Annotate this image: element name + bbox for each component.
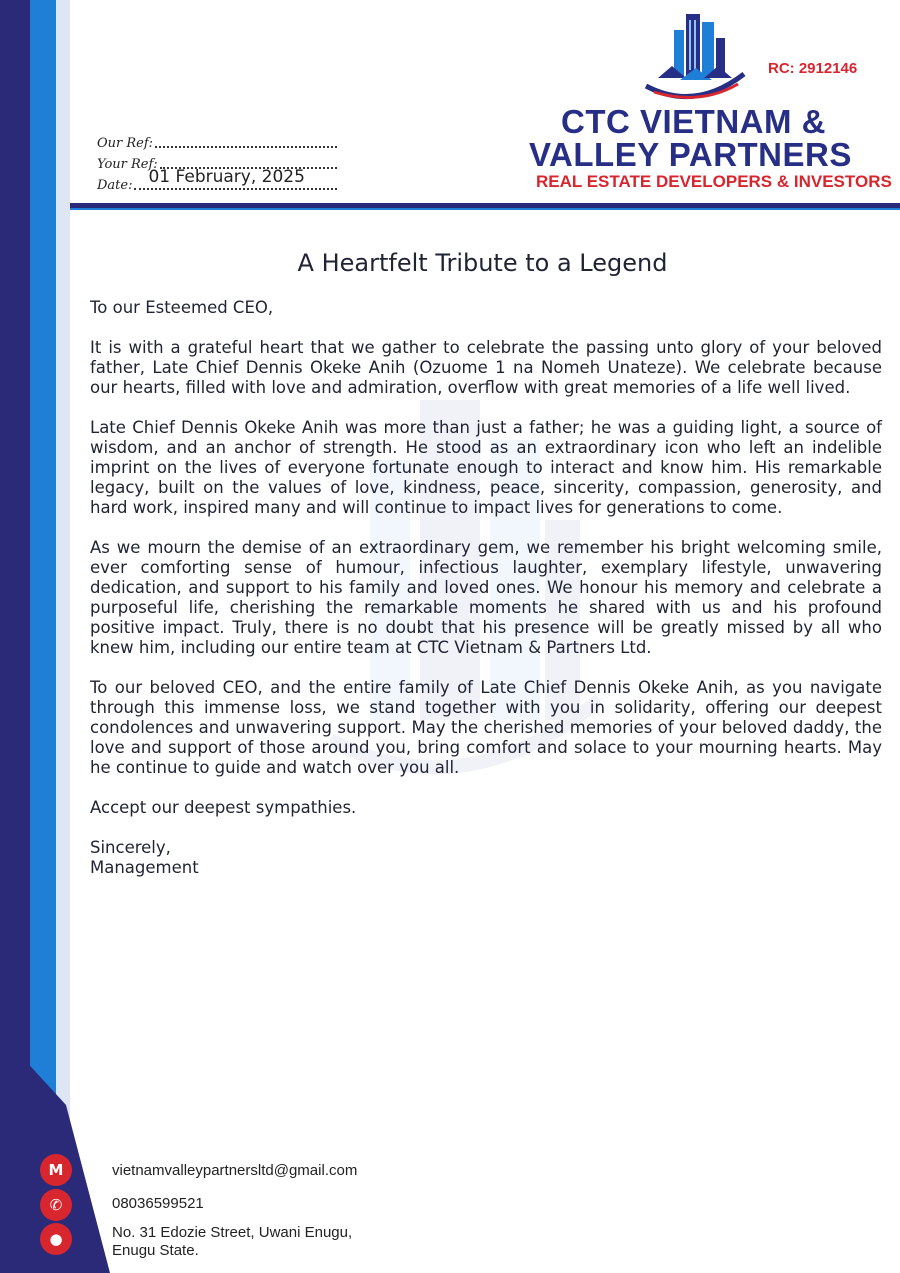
company-logo xyxy=(640,8,750,108)
closing-line: Accept our deepest sympathies. xyxy=(90,798,357,817)
your-ref-label: Your Ref: xyxy=(97,157,158,172)
footer-address-line2: Enugu State. xyxy=(112,1242,199,1259)
letter-title: A Heartfelt Tribute to a Legend xyxy=(297,249,668,277)
signature: Management xyxy=(90,858,199,877)
header-divider xyxy=(70,203,900,210)
signoff: Sincerely, xyxy=(90,838,171,857)
our-ref-label: Our Ref: xyxy=(97,136,154,151)
rc-number: RC: 2912146 xyxy=(768,60,858,77)
company-name-line1: CTC VIETNAM & xyxy=(561,103,826,140)
date-line xyxy=(97,167,337,193)
left-light-stripe xyxy=(56,0,70,1273)
salutation: To our Esteemed CEO, xyxy=(90,298,274,317)
company-name-line2: VALLEY PARTNERS xyxy=(529,136,852,173)
our-ref-line xyxy=(97,130,337,151)
date-label: Date: xyxy=(97,178,133,193)
location-pin-icon: ● xyxy=(40,1223,72,1255)
paragraph-1: It is with a grateful heart that we gather to celebrate the passing unto glory of your beloved father, Late Chief Dennis Okeke Anih (Ozuome 1 na Nomeh Unateze). We celebrate because our hearts, filled with love and admiration, overflow with great memories of a life well lived. xyxy=(90,338,882,397)
letter-body xyxy=(90,298,882,898)
mail-icon: M xyxy=(40,1154,72,1186)
company-tagline: REAL ESTATE DEVELOPERS & INVESTORS xyxy=(536,172,892,191)
phone-icon: ✆ xyxy=(40,1189,72,1221)
footer-phone: 08036599521 xyxy=(112,1195,204,1212)
paragraph-4: To our beloved CEO, and the entire family of Late Chief Dennis Okeke Anih, as you navigate through this immense loss, we stand together with you in solidarity, offering our deepest condolences and unwavering support. May the cherished memories of your beloved daddy, the love and support of those around you, bring comfort and solace to your mourning hearts. May he continue to guide and watch over you all. xyxy=(90,678,882,777)
footer-address-line1: No. 31 Edozie Street, Uwani Enugu, xyxy=(112,1224,353,1241)
paragraph-2: Late Chief Dennis Okeke Anih was more than just a father; he was a guiding light, a source of wisdom, and an anchor of strength. He stood as an extraordinary icon who left an indelible imprint on the lives of everyone fortunate enough to interact and know him. His remarkable legacy, built on the values of love, kindness, peace, sincerity, compassion, generosity, and hard work, inspired many and will continue to impact lives for generations to come. xyxy=(90,418,882,517)
signoff-block xyxy=(90,838,882,878)
paragraph-3: As we mourn the demise of an extraordinary gem, we remember his bright welcoming smile, ever comforting sense of humour, infectious laughter, exemplary lifestyle, unwavering dedication, and support to his family and loved ones. We honour his memory and celebrate a purposeful life, cherishing the remarkable moments he shared with us and his profound positive impact. Truly, there is no doubt that his presence will be greatly missed by all who knew him, including our entire team at CTC Vietnam & Partners Ltd. xyxy=(90,538,882,657)
reference-block xyxy=(97,130,337,193)
date-value: 01 February, 2025 xyxy=(148,167,305,187)
footer-email[interactable]: vietnamvalleypartnersltd@gmail.com xyxy=(112,1162,358,1179)
